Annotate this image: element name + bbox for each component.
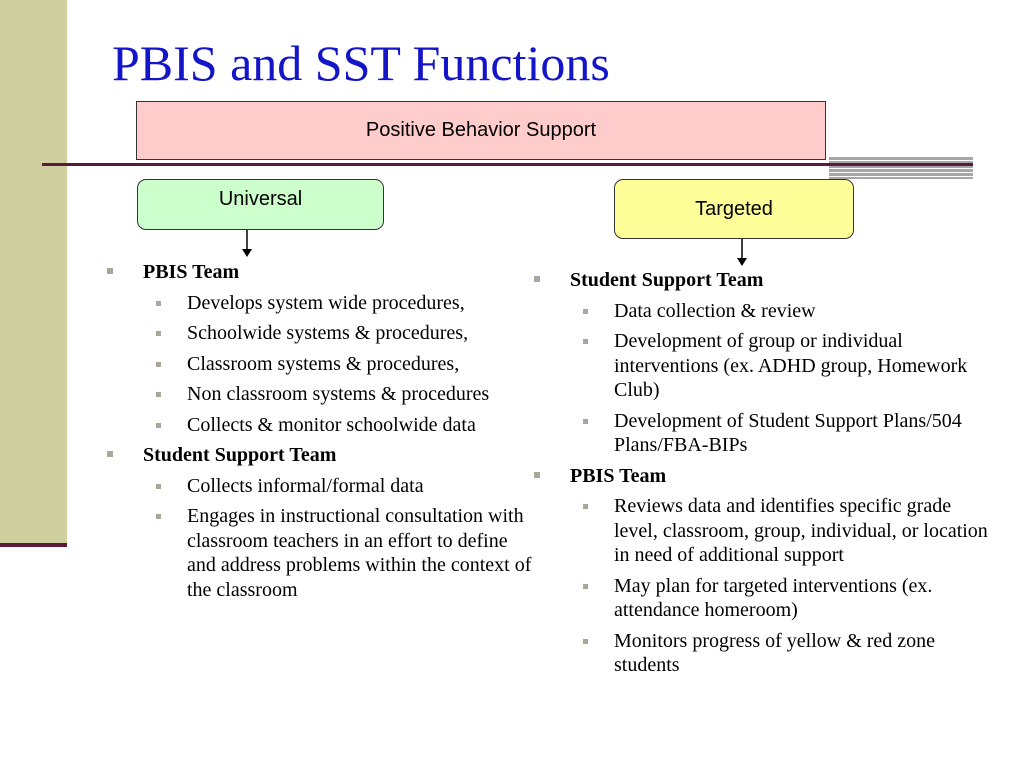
decorative-gray-stripes [829, 157, 973, 179]
sub-bullet-item [143, 413, 533, 438]
bullet-group [103, 443, 533, 602]
small-square-bullet-icon [583, 309, 588, 314]
small-square-bullet-icon [583, 584, 588, 589]
square-bullet-icon [534, 276, 540, 282]
sub-bullet-text: Development of group or individual interventions (ex. ADHD group, Homework Club) [614, 330, 968, 401]
bullet-group-heading: PBIS Team [143, 261, 240, 283]
decorative-side-band [0, 0, 67, 545]
sub-bullet-text: Classroom systems & procedures, [187, 352, 460, 375]
positive-behavior-support-banner [136, 101, 826, 160]
square-bullet-icon [107, 451, 113, 457]
small-square-bullet-icon [156, 423, 161, 428]
targeted-functions-column [530, 268, 990, 684]
sub-bullet-text: Collects & monitor schoolwide data [187, 413, 476, 436]
targeted-tier-label: Targeted [695, 197, 773, 220]
bullet-group-heading: Student Support Team [570, 269, 764, 291]
small-square-bullet-icon [583, 339, 588, 344]
sub-bullet-item [570, 494, 990, 568]
small-square-bullet-icon [156, 484, 161, 489]
title-divider [42, 163, 973, 166]
bullet-group [530, 268, 990, 458]
targeted-tier-box [614, 179, 854, 239]
bullet-group-heading: Student Support Team [143, 444, 337, 466]
sub-bullet-item [570, 329, 990, 403]
sub-bullet-item [570, 409, 990, 458]
targeted-down-arrow-icon [735, 239, 749, 267]
universal-tier-label: Universal [218, 188, 303, 210]
sub-bullet-text: Reviews data and identifies specific grade level, classroom, group, individual, or location in need of additional support [614, 495, 988, 566]
sub-bullet-item [143, 291, 533, 316]
sub-bullet-item [143, 504, 533, 602]
sub-bullet-text: Schoolwide systems & procedures, [187, 322, 469, 344]
sub-bullet-item [143, 474, 533, 499]
bullet-group-heading: PBIS Team [570, 464, 667, 487]
sub-bullet-item [143, 382, 533, 407]
side-band-underline [0, 543, 67, 547]
sub-bullet-text: May plan for targeted interventions (ex. attendance homeroom) [614, 574, 933, 621]
small-square-bullet-icon [156, 514, 161, 519]
small-square-bullet-icon [156, 362, 161, 367]
small-square-bullet-icon [156, 331, 161, 336]
small-square-bullet-icon [156, 392, 161, 397]
sub-bullet-text: Development of Student Support Plans/504 Plans/FBA-BIPs [614, 409, 962, 456]
sub-bullet-text: Engages in instructional consultation with classroom teachers in an effort to define and address problems within the context of the classroom [187, 505, 532, 601]
slide-title: PBIS and SST Functions [112, 35, 610, 91]
sub-bullet-item [570, 299, 990, 324]
sub-bullet-text: Develops system wide procedures, [187, 291, 465, 314]
bullet-group [103, 260, 533, 437]
universal-functions-column [103, 260, 533, 608]
sub-bullet-item [570, 629, 990, 678]
sub-bullet-text: Non classroom systems & procedures [187, 383, 490, 405]
universal-tier-box [137, 179, 384, 230]
bullet-group [530, 464, 990, 678]
sub-bullet-text: Data collection & review [614, 299, 816, 322]
small-square-bullet-icon [583, 639, 588, 644]
sub-bullet-item [143, 321, 533, 346]
small-square-bullet-icon [583, 504, 588, 509]
small-square-bullet-icon [583, 419, 588, 424]
small-square-bullet-icon [156, 301, 161, 306]
sub-bullet-text: Monitors progress of yellow & red zone students [614, 629, 936, 676]
sub-bullet-item [570, 574, 990, 623]
banner-label: Positive Behavior Support [365, 119, 597, 141]
sub-bullet-item [143, 352, 533, 377]
universal-down-arrow-icon [240, 230, 254, 258]
square-bullet-icon [107, 268, 113, 274]
sub-bullet-text: Collects informal/formal data [187, 474, 424, 497]
square-bullet-icon [534, 472, 540, 478]
